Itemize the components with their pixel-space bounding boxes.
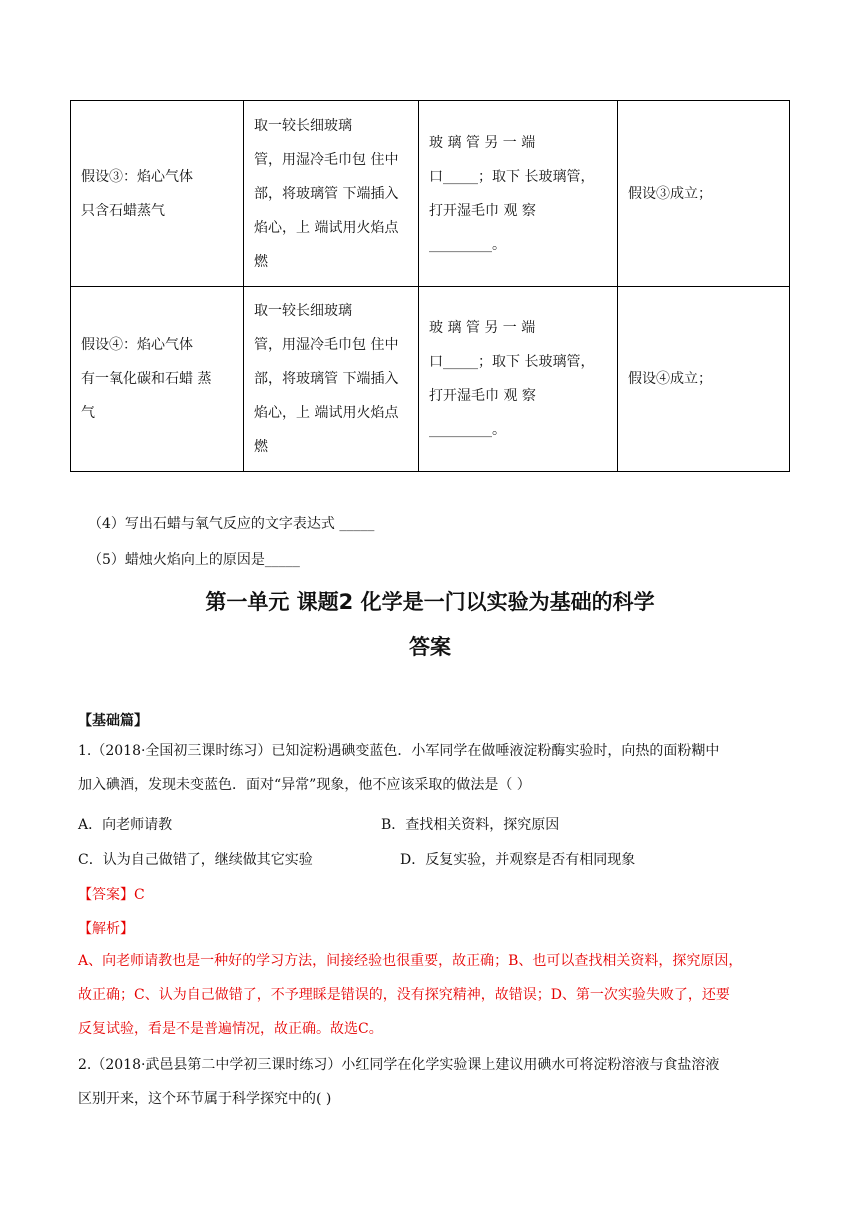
text-line: 1.（2018·全国初三课时练习）已知淀粉遇碘变蓝色．小军同学在做唾液淀粉酶实验时，向热的面粉糊中 xyxy=(78,743,720,759)
conclusion-cell xyxy=(618,287,790,472)
page-subtitle: 答案 xyxy=(409,635,451,659)
text-line: 假设③：焰心气体 xyxy=(81,168,193,185)
text-line: 焰心，上 端试用火焰点 xyxy=(254,405,399,421)
text-line: 口_____；取下 长玻璃管， xyxy=(429,168,595,185)
text-line: 取一较长细玻璃 xyxy=(254,117,352,134)
text-line: 假设④：焰心气体 xyxy=(81,337,193,353)
text-line: 管，用湿冷毛巾包 住中 xyxy=(254,151,399,168)
question-4: （4）写出石蜡与氧气反应的文字表达式 _____ xyxy=(88,516,375,532)
question-1-stem xyxy=(78,734,788,802)
text-line: 只含石蜡蒸气 xyxy=(81,202,165,219)
text-line: 打开湿毛巾 观 察 xyxy=(429,388,536,404)
text-line: 反复试验，看是不是普遍情况，故正确。故选C。 xyxy=(78,1021,383,1037)
text-line: 故正确；C、认为自己做错了，不予理睬是错误的，没有探究精神，故错误；D、第一次实验失败了，还要 xyxy=(78,987,730,1003)
text-line: 管，用湿冷毛巾包 住中 xyxy=(254,337,399,353)
text-line: 加入碘酒，发现未变蓝色．面对“异常”现象，他不应该采取的做法是（ ） xyxy=(78,777,531,793)
text-line: 燃 xyxy=(254,253,268,270)
option-d: D．反复实验，并观察是否有相同现象 xyxy=(400,852,636,868)
phenomenon-cell xyxy=(419,101,618,287)
question-2-stem xyxy=(78,1048,788,1116)
text-line: 部，将玻璃管 下端插入 xyxy=(254,371,399,387)
hypothesis-cell xyxy=(71,287,244,472)
method-cell xyxy=(244,101,419,287)
text-line: 焰心，上 端试用火焰点 xyxy=(254,219,399,236)
text-line: _________。 xyxy=(429,422,506,438)
phenomenon-cell xyxy=(419,287,618,472)
table-row xyxy=(71,101,790,287)
text-line: 取一较长细玻璃 xyxy=(254,303,352,319)
page-title: 第一单元 课题2 化学是一门以实验为基础的科学 xyxy=(205,590,655,614)
text-line: 燃 xyxy=(254,439,268,455)
answer-label: 【答案】C xyxy=(78,887,145,903)
analysis-label: 【解析】 xyxy=(78,921,134,937)
table-row xyxy=(71,287,790,472)
option-a: A．向老师请教 xyxy=(78,817,173,833)
text-line: 2.（2018·武邑县第二中学初三课时练习）小红同学在化学实验课上建议用碘水可将淀粉溶液与食盐溶液 xyxy=(78,1057,720,1073)
analysis-text xyxy=(78,944,790,1046)
question-5: （5）蜡烛火焰向上的原因是_____ xyxy=(88,552,300,568)
text-line: _________。 xyxy=(429,236,506,253)
section-label: 【基础篇】 xyxy=(78,713,148,729)
text-line: 区别开来，这个环节属于科学探究中的( ) xyxy=(78,1091,332,1107)
method-cell xyxy=(244,287,419,472)
text-line: 有一氧化碳和石蜡 蒸 xyxy=(81,371,212,387)
conclusion-cell xyxy=(618,101,790,287)
hypothesis-cell xyxy=(71,101,244,287)
text-line: 部，将玻璃管 下端插入 xyxy=(254,185,399,202)
text-line: A、向老师请教也是一种好的学习方法，间接经验也很重要，故正确；B、也可以查找相关资料，探究原因， xyxy=(78,953,743,969)
text-line: 玻 璃 管 另 一 端 xyxy=(429,320,536,336)
text-line: 假设④成立； xyxy=(628,371,712,387)
experiment-table xyxy=(70,100,790,472)
text-line: 玻 璃 管 另 一 端 xyxy=(429,134,536,151)
text-line: 气 xyxy=(81,405,95,421)
text-line: 假设③成立； xyxy=(628,185,712,202)
text-line: 打开湿毛巾 观 察 xyxy=(429,202,536,219)
option-b: B．查找相关资料，探究原因 xyxy=(381,817,560,833)
text-line: 口_____；取下 长玻璃管， xyxy=(429,354,595,370)
option-c: C．认为自己做错了，继续做其它实验 xyxy=(78,852,313,868)
